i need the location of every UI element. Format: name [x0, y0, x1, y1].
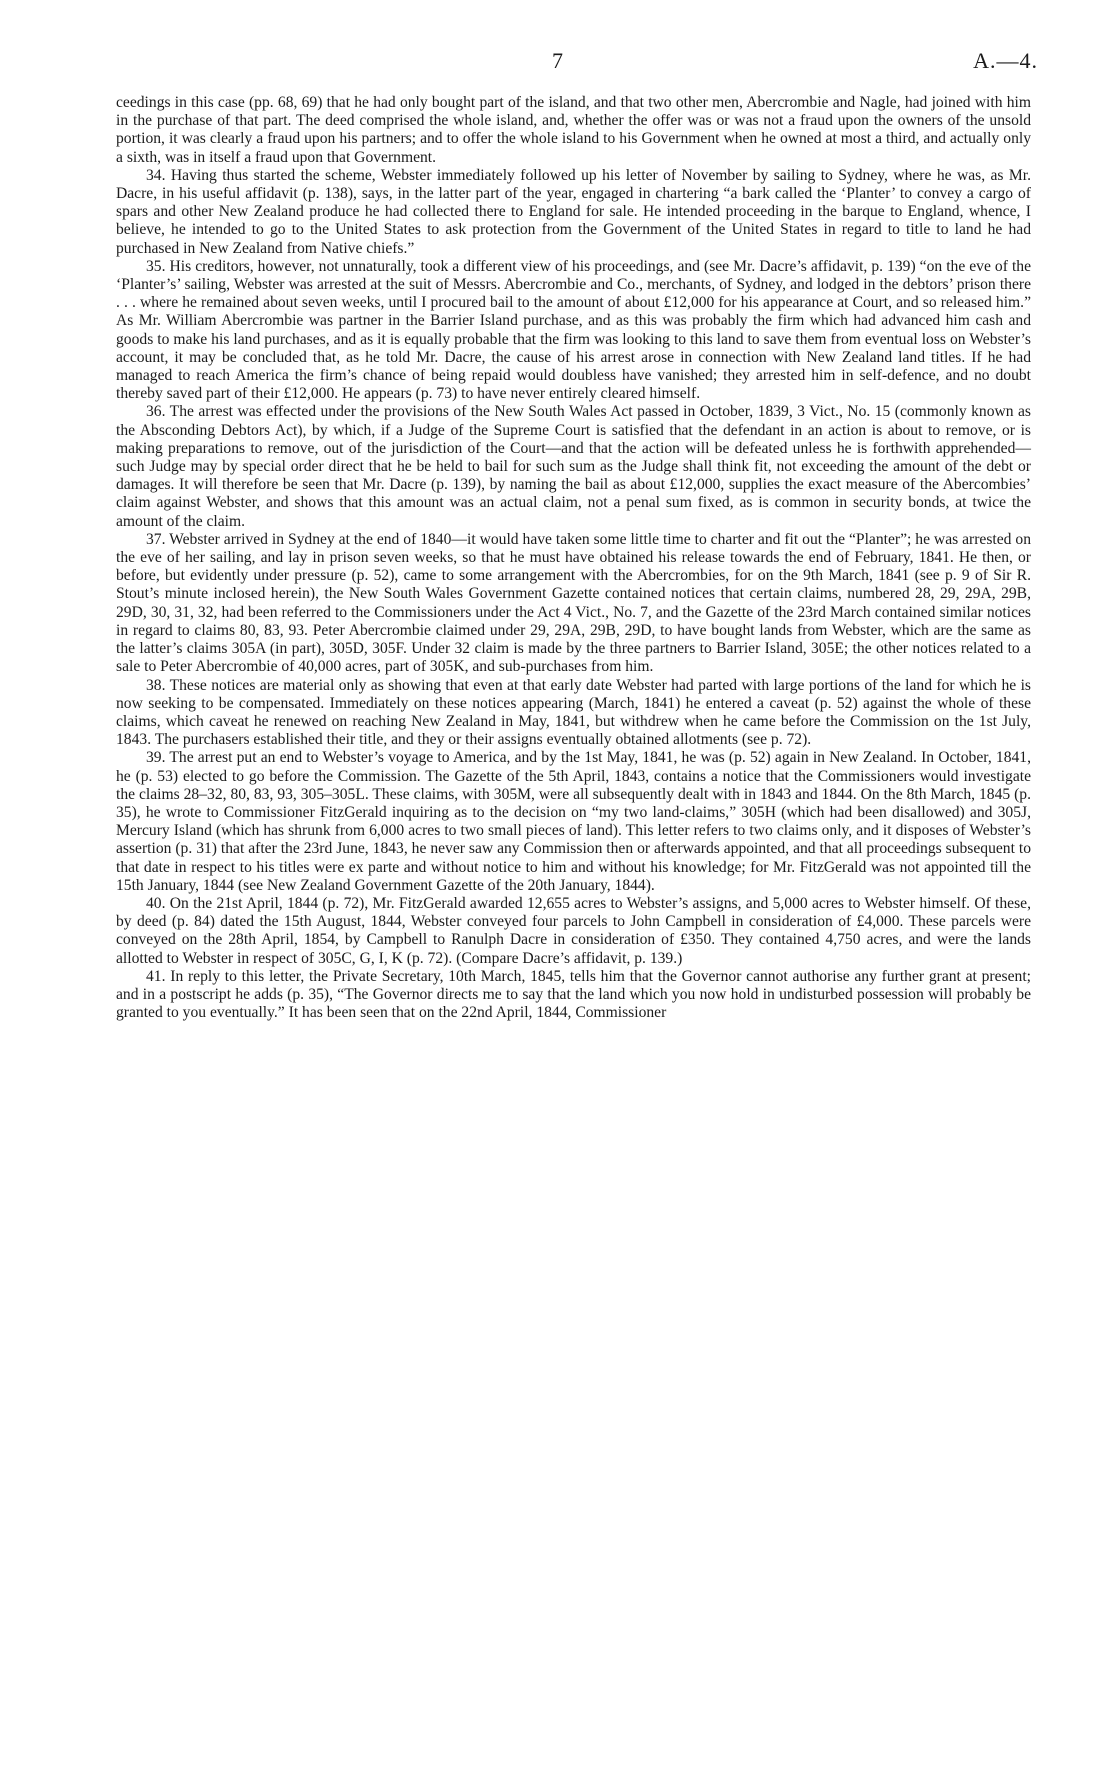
paragraph-34: 34. Having thus started the scheme, Webster immediately followed up his letter of November by sailing to Sydney, where he was, as Mr. Dacre, in his useful affidavit (p. 138), says, in the latter part of the year, engaged in chartering “a bark called the ‘Planter’ to convey a cargo of spars and other New Zealand produce he had collected there to England for sale. He intended proceeding in the barque to England, whence, I believe, he intended to go to the United States to ask protection from the Government of the United States in regard to title to land he had purchased in New Zealand from Native chiefs.” [116, 166, 1031, 257]
paragraph-36: 36. The arrest was effected under the provisions of the New South Wales Act passed in October, 1839, 3 Vict., No. 15 (commonly known as the Absconding Debtors Act), by which, if a Judge of the Supreme Court is satisfied that the defendant in an action is about to remove, or is making preparations to remove, out of the jurisdiction of the Court—and that the action will be defeated unless he is forthwith apprehended—such Judge may by special order direct that he be held to bail for such sum as the Judge shall think fit, not exceeding the amount of the debt or damages. It will therefore be seen that Mr. Dacre (p. 139), by naming the bail as about £12,000, supplies the exact measure of the Abercombies’ claim against Webster, and shows that this amount was an actual claim, not a penal sum fixed, as is common in security bonds, at twice the amount of the claim. [116, 403, 1031, 530]
document-reference: A.—4. [973, 48, 1038, 73]
body-text [116, 94, 1031, 1022]
page-number: 7 [552, 48, 563, 73]
paragraph-38: 38. These notices are material only as showing that even at that early date Webster had parted with large portions of the land for which he is now seeking to be compensated. Immediately on these notices appearing (March, 1841) he entered a caveat (p. 52) against the whole of these claims, which caveat he renewed on reaching New Zealand in May, 1841, but withdrew when he came before the Commission on the 1st July, 1843. The purchasers established their title, and they or their assigns eventually obtained allotments (see p. 72). [116, 676, 1031, 749]
paragraph-35: 35. His creditors, however, not unnaturally, took a different view of his proceedings, and (see Mr. Dacre’s affidavit, p. 139) “on the eve of the ‘Planter’s’ sailing, Webster was arrested at the suit of Messrs. Abercrombie and Co., merchants, of Sydney, and lodged in the debtors’ prison there . . . where he remained about seven weeks, until I procured bail to the amount of about £12,000 for his appearance at Court, and so released him.” As Mr. William Abercrombie was partner in the Barrier Island purchase, and as this was probably the firm which had advanced him cash and goods to make his land purchases, and as it is equally probable that the firm was looking to this land to save them from eventual loss on Webster’s account, it may be concluded that, as he told Mr. Dacre, the cause of his arrest arose in connection with New Zealand land titles. If he had managed to reach America the firm’s chance of being repaid would doubless have vanished; they arrested him in self-defence, and no doubt thereby saved part of their £12,000. He appears (p. 73) to have never entirely cleared himself. [116, 257, 1031, 403]
paragraph-40: 40. On the 21st April, 1844 (p. 72), Mr. FitzGerald awarded 12,655 acres to Webster’s assigns, and 5,000 acres to Webster himself. Of these, by deed (p. 84) dated the 15th August, 1844, Webster conveyed four parcels to John Campbell in consideration of £4,000. These parcels were conveyed on the 28th April, 1854, by Campbell to Ranulph Dacre in consideration of £350. They contained 4,750 acres, and were the lands allotted to Webster in respect of 305C, G, I, K (p. 72). (Compare Dacre’s affidavit, p. 139.) [116, 894, 1031, 967]
paragraph-continuation: ceedings in this case (pp. 68, 69) that he had only bought part of the island, and that two other men, Abercrombie and Nagle, had joined with him in the purchase of that part. The deed comprised the whole island, and, whether the offer was or was not a fraud upon the owners of the unsold portion, it was clearly a fraud upon his partners; and to offer the whole island to his Government when he owned at most a third, and actually only a sixth, was in itself a fraud upon that Government. [116, 94, 1031, 166]
paragraph-41: 41. In reply to this letter, the Private Secretary, 10th March, 1845, tells him that the Governor cannot authorise any further grant at present; and in a postscript he adds (p. 35), “The Governor directs me to say that the land which you now hold in undisturbed possession will probably be granted to you eventually.” It has been seen that on the 22nd April, 1844, Commissioner [116, 967, 1031, 1022]
paragraph-39: 39. The arrest put an end to Webster’s voyage to America, and by the 1st May, 1841, he was (p. 52) again in New Zealand. In October, 1841, he (p. 53) elected to go before the Commission. The Gazette of the 5th April, 1843, contains a notice that the Commissioners would investigate the claims 28–32, 80, 83, 93, 305–305L. These claims, with 305M, were all subsequently dealt with in 1843 and 1844. On the 8th March, 1845 (p. 35), he wrote to Commissioner FitzGerald inquiring as to the decision on “my two land-claims,” 305H (which had been disallowed) and 305J, Mercury Island (which has shrunk from 6,000 acres to two small pieces of land). This letter refers to two claims only, and it disposes of Webster’s assertion (p. 31) that after the 23rd June, 1843, he never saw any Commission then or afterwards appointed, and that all proceedings subsequent to that date in respect to his titles were ex parte and without notice to him and without his knowledge; for Mr. FitzGerald was not appointed till the 15th January, 1844 (see New Zealand Government Gazette of the 20th January, 1844). [116, 749, 1031, 894]
paragraph-37: 37. Webster arrived in Sydney at the end of 1840—it would have taken some little time to charter and fit out the “Planter”; he was arrested on the eve of her sailing, and lay in prison seven weeks, so that he must have obtained his release towards the end of February, 1841. He then, or before, but evidently under pressure (p. 52), came to some arrangement with the Abercrombies, for on the 9th March, 1841 (see p. 9 of Sir R. Stout’s minute inclosed herein), the New South Wales Government Gazette contained notices that certain claims, numbered 28, 29, 29A, 29B, 29D, 30, 31, 32, had been referred to the Commissioners under the Act 4 Vict., No. 7, and the Gazette of the 23rd March contained similar notices in regard to claims 80, 83, 93. Peter Abercrombie claimed under 29, 29A, 29B, 29D, to have bought lands from Webster, which are the same as the latter’s claims 305A (in part), 305D, 305F. Under 32 claim is made by the three partners to Barrier Island, 305E; the other notices related to a sale to Peter Abercrombie of 40,000 acres, part of 305K, and sub-purchases from him. [116, 530, 1031, 676]
page-header [0, 48, 1114, 88]
